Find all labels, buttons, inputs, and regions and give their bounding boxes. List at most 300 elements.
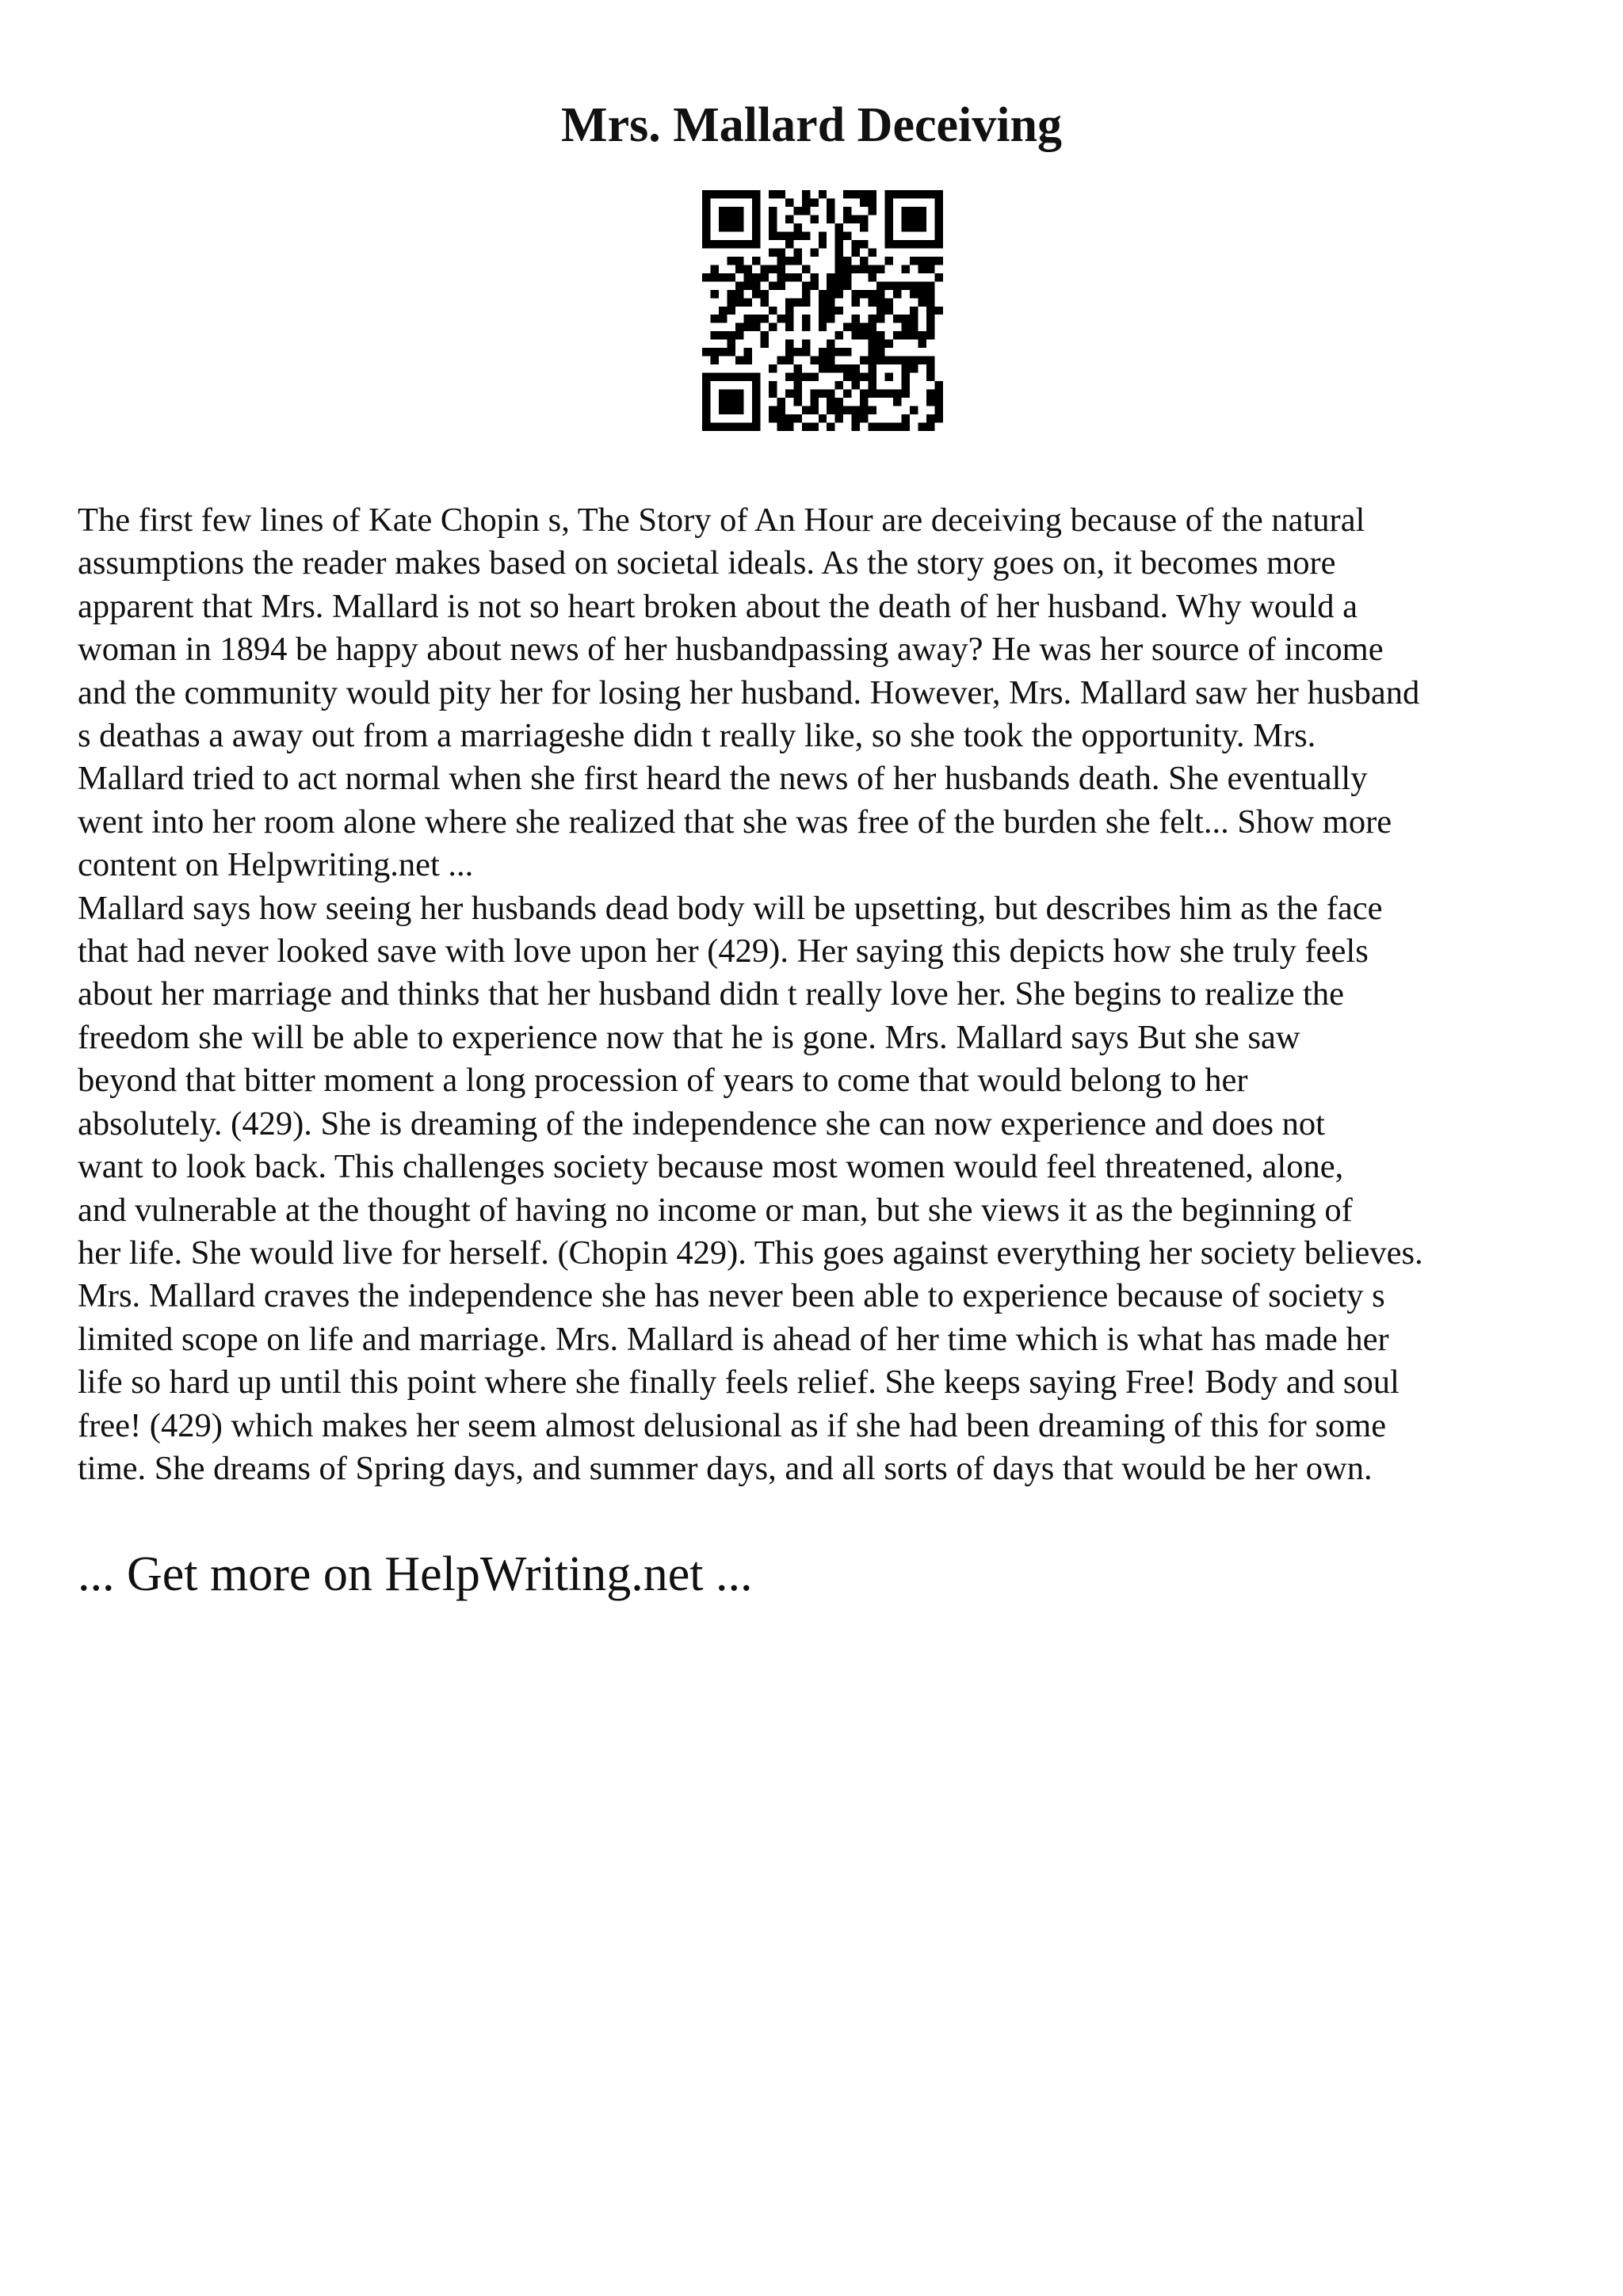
qr-module — [752, 207, 760, 215]
qr-module — [902, 207, 910, 215]
qr-module — [835, 307, 843, 315]
qr-module — [843, 348, 851, 356]
qr-module — [760, 315, 768, 322]
qr-module — [852, 331, 860, 339]
qr-module — [935, 215, 943, 223]
qr-module — [752, 257, 760, 265]
body-line: and vulnerable at the thought of having no income or man, but she views it as the beginning of — [78, 1191, 1353, 1229]
qr-module — [926, 331, 934, 339]
qr-module — [785, 273, 793, 281]
qr-module — [935, 307, 943, 315]
qr-module — [860, 290, 868, 298]
qr-module — [727, 215, 735, 223]
qr-module — [727, 223, 735, 231]
qr-module — [760, 331, 768, 339]
qr-module — [926, 423, 934, 431]
qr-module — [869, 315, 876, 322]
qr-module — [710, 190, 718, 198]
qr-module — [860, 390, 868, 398]
qr-module — [869, 273, 876, 281]
qr-module — [869, 423, 876, 431]
qr-module — [885, 298, 893, 306]
qr-module — [885, 215, 893, 223]
qr-module — [918, 257, 926, 265]
qr-module — [827, 423, 834, 431]
qr-module — [735, 223, 743, 231]
qr-module — [802, 340, 810, 348]
qr-module — [869, 207, 876, 215]
qr-module — [752, 240, 760, 248]
qr-module — [926, 390, 934, 398]
qr-module — [843, 190, 851, 198]
qr-module — [869, 190, 876, 198]
qr-module — [876, 423, 884, 431]
qr-module — [802, 290, 810, 298]
qr-module — [843, 323, 851, 331]
qr-module — [785, 307, 793, 315]
qr-module — [752, 223, 760, 231]
qr-module — [893, 390, 901, 398]
qr-module — [702, 373, 710, 381]
qr-module — [702, 390, 710, 398]
qr-module — [752, 190, 760, 198]
qr-module — [885, 390, 893, 398]
qr-module — [735, 265, 743, 273]
qr-module — [719, 331, 727, 339]
qr-module — [935, 207, 943, 215]
qr-module — [926, 265, 934, 273]
qr-module — [810, 273, 818, 281]
qr-module — [727, 390, 735, 398]
qr-module — [719, 390, 727, 398]
qr-module — [702, 406, 710, 414]
qr-module — [710, 265, 718, 273]
qr-module — [769, 190, 777, 198]
qr-module — [827, 357, 834, 364]
body-line: and the community would pity her for losing her husband. However, Mrs. Mallard saw her husband — [78, 673, 1420, 711]
qr-module — [843, 364, 851, 372]
qr-module — [926, 298, 934, 306]
qr-module — [852, 406, 860, 414]
qr-module — [876, 298, 884, 306]
body-line: time. She dreams of Spring days, and summer days, and all sorts of days that would be her own. — [78, 1449, 1373, 1487]
qr-module — [810, 281, 818, 289]
body-line: Mallard tried to act normal when she first heard the news of her husbands death. She eventually — [78, 760, 1368, 798]
qr-module — [710, 290, 718, 298]
body-line: freedom she will be able to experience now that he is gone. Mrs. Mallard says But she saw — [78, 1018, 1300, 1056]
qr-module — [710, 331, 718, 339]
qr-module — [835, 240, 843, 248]
qr-module — [802, 348, 810, 356]
qr-module — [902, 315, 910, 322]
qr-module — [893, 315, 901, 322]
qr-module — [777, 398, 785, 406]
qr-module — [860, 373, 868, 381]
qr-module — [935, 190, 943, 198]
qr-module — [735, 406, 743, 414]
qr-module — [885, 423, 893, 431]
body-line: absolutely. (429). She is dreaming of the independence she can now experience and does not — [78, 1104, 1325, 1142]
qr-module — [893, 398, 901, 406]
qr-module — [902, 364, 910, 372]
qr-module — [869, 265, 876, 273]
qr-module — [702, 240, 710, 248]
qr-module — [702, 198, 710, 206]
qr-module — [802, 190, 810, 198]
qr-module — [785, 315, 793, 322]
qr-module — [918, 357, 926, 364]
qr-module — [869, 348, 876, 356]
qr-module — [860, 357, 868, 364]
qr-module — [769, 248, 777, 256]
qr-module — [719, 190, 727, 198]
qr-module — [827, 307, 834, 315]
qr-module — [876, 315, 884, 322]
qr-module — [802, 231, 810, 239]
qr-module — [785, 257, 793, 265]
qr-module — [719, 423, 727, 431]
body-line: content on Helpwriting.net ... — [78, 846, 474, 884]
qr-module — [777, 257, 785, 265]
qr-module — [902, 423, 910, 431]
body-line: that had never looked save with love upon her (429). Her saying this depicts how she truly feels — [78, 933, 1369, 971]
qr-module — [827, 281, 834, 289]
qr-module — [735, 257, 743, 265]
qr-module — [885, 207, 893, 215]
qr-module — [785, 340, 793, 348]
qr-module — [885, 198, 893, 206]
qr-module — [852, 373, 860, 381]
qr-module — [902, 323, 910, 331]
qr-module — [735, 357, 743, 364]
qr-module — [827, 207, 834, 215]
qr-module — [793, 381, 801, 389]
qr-module — [869, 381, 876, 389]
qr-module — [885, 307, 893, 315]
qr-module — [777, 281, 785, 289]
qr-module — [819, 348, 827, 356]
qr-module — [752, 273, 760, 281]
qr-module — [769, 265, 777, 273]
qr-module — [835, 273, 843, 281]
qr-module — [852, 414, 860, 422]
qr-module — [819, 414, 827, 422]
qr-module — [926, 190, 934, 198]
qr-module — [902, 381, 910, 389]
qr-module — [793, 398, 801, 406]
qr-module — [743, 348, 751, 356]
qr-module — [852, 240, 860, 248]
qr-module — [719, 315, 727, 322]
qr-module — [835, 406, 843, 414]
qr-module — [793, 273, 801, 281]
qr-module — [926, 323, 934, 331]
qr-module — [843, 390, 851, 398]
qr-module — [719, 348, 727, 356]
qr-module — [777, 248, 785, 256]
qr-module — [852, 248, 860, 256]
qr-module — [885, 190, 893, 198]
qr-module — [843, 406, 851, 414]
qr-module — [735, 190, 743, 198]
qr-module — [827, 215, 834, 223]
qr-module — [777, 423, 785, 431]
qr-module — [876, 340, 884, 348]
qr-module — [743, 265, 751, 273]
qr-module — [860, 215, 868, 223]
qr-module — [769, 207, 777, 215]
qr-module — [827, 390, 834, 398]
qr-module — [769, 323, 777, 331]
qr-module — [760, 340, 768, 348]
qr-module — [918, 207, 926, 215]
qr-module — [869, 357, 876, 364]
qr-module — [752, 373, 760, 381]
qr-module — [910, 406, 918, 414]
qr-module — [735, 331, 743, 339]
qr-module — [935, 414, 943, 422]
qr-module — [876, 331, 884, 339]
qr-module — [752, 290, 760, 298]
qr-module — [918, 281, 926, 289]
qr-module — [810, 215, 818, 223]
qr-module — [793, 298, 801, 306]
qr-module — [785, 298, 793, 306]
qr-module — [910, 323, 918, 331]
qr-module — [869, 198, 876, 206]
qr-module — [935, 381, 943, 389]
qr-module — [785, 390, 793, 398]
qr-module — [777, 315, 785, 322]
qr-module — [860, 257, 868, 265]
qr-module — [760, 265, 768, 273]
qr-module — [885, 340, 893, 348]
qr-module — [810, 198, 818, 206]
qr-module — [752, 423, 760, 431]
qr-module — [893, 190, 901, 198]
qr-module — [902, 331, 910, 339]
body-line: free! (429) which makes her seem almost delusional as if she had been dreaming of this for some — [78, 1406, 1387, 1444]
qr-module — [735, 240, 743, 248]
qr-module — [752, 323, 760, 331]
qr-module — [918, 223, 926, 231]
body-line: her life. She would live for herself. (Chopin 429). This goes against everything her society believes. — [78, 1234, 1423, 1272]
qr-module — [852, 364, 860, 372]
qr-module — [869, 298, 876, 306]
qr-module — [827, 398, 834, 406]
qr-module — [935, 398, 943, 406]
qr-module — [735, 323, 743, 331]
qr-module — [727, 273, 735, 281]
qr-module — [902, 373, 910, 381]
qr-module — [885, 281, 893, 289]
qr-module — [743, 315, 751, 322]
qr-module — [752, 398, 760, 406]
qr-module — [719, 373, 727, 381]
qr-module — [926, 281, 934, 289]
qr-module — [777, 414, 785, 422]
qr-module — [910, 290, 918, 298]
qr-module — [743, 323, 751, 331]
qr-module — [835, 257, 843, 265]
qr-module — [835, 281, 843, 289]
qr-module — [827, 340, 834, 348]
qr-module — [876, 357, 884, 364]
body-line: want to look back. This challenges society because most women would feel threatened, alone, — [78, 1148, 1344, 1186]
qr-module — [835, 248, 843, 256]
qr-module — [827, 348, 834, 356]
qr-module — [819, 323, 827, 331]
qr-module — [769, 281, 777, 289]
qr-module — [852, 323, 860, 331]
qr-module — [893, 281, 901, 289]
qr-module — [918, 340, 926, 348]
qr-module — [702, 207, 710, 215]
qr-module — [719, 307, 727, 315]
qr-module — [926, 373, 934, 381]
body-line: Mallard says how seeing her husbands dead body will be upsetting, but describes him as the face — [78, 889, 1383, 927]
qr-module — [810, 373, 818, 381]
qr-module — [719, 207, 727, 215]
qr-module — [785, 198, 793, 206]
qr-module — [819, 357, 827, 364]
qr-module — [910, 357, 918, 364]
qr-module — [710, 240, 718, 248]
qr-module — [869, 331, 876, 339]
qr-module — [902, 215, 910, 223]
qr-module — [702, 398, 710, 406]
qr-module — [860, 198, 868, 206]
qr-module — [926, 290, 934, 298]
qr-module — [752, 198, 760, 206]
qr-module — [918, 290, 926, 298]
qr-module — [793, 207, 801, 215]
qr-module — [735, 298, 743, 306]
qr-module — [843, 215, 851, 223]
qr-module — [876, 265, 884, 273]
qr-module — [752, 215, 760, 223]
qr-module — [885, 373, 893, 381]
qr-module — [793, 231, 801, 239]
qr-module — [893, 331, 901, 339]
qr-module — [918, 265, 926, 273]
qr-module — [769, 307, 777, 315]
qr-module — [819, 190, 827, 198]
qr-module — [727, 423, 735, 431]
qr-module — [918, 423, 926, 431]
qr-module — [735, 390, 743, 398]
qr-module — [793, 257, 801, 265]
qr-module — [819, 240, 827, 248]
qr-module — [885, 357, 893, 364]
get-more-link[interactable]: ... Get more on HelpWriting.net ... — [78, 1547, 753, 1601]
qr-module — [910, 223, 918, 231]
qr-module — [810, 423, 818, 431]
qr-module — [702, 348, 710, 356]
qr-module — [702, 273, 710, 281]
qr-module — [777, 190, 785, 198]
qr-module — [918, 215, 926, 223]
qr-module — [819, 364, 827, 372]
qr-module — [769, 231, 777, 239]
qr-code — [702, 190, 943, 431]
qr-module — [752, 231, 760, 239]
qr-module — [777, 273, 785, 281]
qr-module — [727, 257, 735, 265]
qr-module — [802, 373, 810, 381]
qr-module — [835, 381, 843, 389]
qr-module — [869, 323, 876, 331]
qr-module — [719, 398, 727, 406]
qr-module — [876, 348, 884, 356]
qr-module — [802, 423, 810, 431]
qr-code-image — [702, 190, 943, 431]
qr-module — [860, 398, 868, 406]
body-line: went into her room alone where she realized that she was free of the burden she felt... Show more — [78, 803, 1392, 841]
document-title: Mrs. Mallard Deceiving — [561, 98, 1062, 152]
body-line: about her marriage and thinks that her husband didn t really love her. She begins to realize the — [78, 975, 1344, 1013]
qr-module — [860, 240, 868, 248]
qr-module — [785, 231, 793, 239]
qr-module — [843, 207, 851, 215]
qr-module — [802, 281, 810, 289]
qr-module — [926, 357, 934, 364]
qr-module — [777, 406, 785, 414]
qr-module — [785, 348, 793, 356]
qr-module — [727, 240, 735, 248]
qr-module — [869, 248, 876, 256]
qr-module — [852, 381, 860, 389]
qr-module — [860, 331, 868, 339]
qr-module — [860, 414, 868, 422]
qr-module — [926, 364, 934, 372]
qr-module — [819, 315, 827, 322]
qr-module — [902, 281, 910, 289]
qr-module — [869, 390, 876, 398]
qr-module — [885, 223, 893, 231]
body-line: life so hard up until this point where she finally feels relief. She keeps saying Free! Body and soul — [78, 1363, 1400, 1402]
qr-module — [869, 290, 876, 298]
qr-module — [752, 281, 760, 289]
qr-module — [760, 290, 768, 298]
qr-module — [893, 290, 901, 298]
qr-module — [719, 273, 727, 281]
qr-module — [802, 265, 810, 273]
qr-module — [735, 281, 743, 289]
qr-module — [819, 390, 827, 398]
body-line: assumptions the reader makes based on societal ideals. As the story goes on, it becomes more — [78, 544, 1336, 582]
qr-module — [727, 307, 735, 315]
qr-module — [760, 273, 768, 281]
qr-module — [727, 298, 735, 306]
qr-module — [910, 215, 918, 223]
qr-module — [827, 298, 834, 306]
qr-module — [835, 414, 843, 422]
qr-module — [727, 207, 735, 215]
qr-module — [852, 265, 860, 273]
qr-module — [735, 373, 743, 381]
qr-module — [727, 290, 735, 298]
qr-module — [802, 198, 810, 206]
qr-module — [835, 331, 843, 339]
qr-module — [810, 357, 818, 364]
qr-module — [793, 348, 801, 356]
qr-module — [743, 373, 751, 381]
qr-module — [752, 381, 760, 389]
qr-module — [702, 231, 710, 239]
qr-module — [835, 364, 843, 372]
qr-module — [769, 364, 777, 372]
